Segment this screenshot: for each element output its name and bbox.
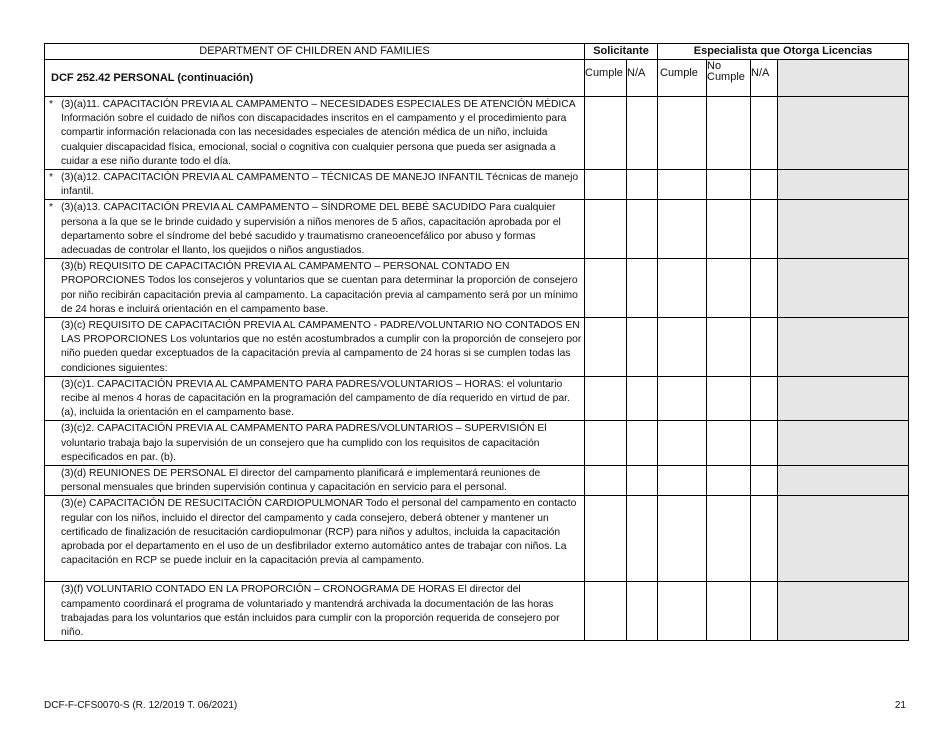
applicant-cumple-cell[interactable] <box>585 318 627 377</box>
licensing-no-cumple-cell[interactable] <box>707 259 751 318</box>
licensing-cumple-cell[interactable] <box>658 200 707 259</box>
applicant-cumple-cell[interactable] <box>585 466 627 496</box>
licensing-no-cumple-cell[interactable] <box>707 170 751 200</box>
licensing-cumple-cell[interactable] <box>658 496 707 582</box>
licensing-cumple-cell[interactable] <box>658 466 707 496</box>
licensing-na-cell[interactable] <box>751 582 778 641</box>
applicant-cumple-cell[interactable] <box>585 259 627 318</box>
applicant-cumple-cell[interactable] <box>585 496 627 582</box>
applicant-cumple-cell[interactable] <box>585 200 627 259</box>
grey-margin <box>778 466 909 496</box>
licensing-cumple-cell[interactable] <box>658 582 707 641</box>
required-marker <box>49 497 61 568</box>
licensing-na-cell[interactable] <box>751 421 778 466</box>
required-marker <box>49 260 61 317</box>
applicant-na-cell[interactable] <box>627 97 658 170</box>
page-number: 21 <box>894 700 906 711</box>
applicant-na-cell[interactable] <box>627 582 658 641</box>
table-row <box>45 582 909 641</box>
licensing-na-cell[interactable] <box>751 496 778 582</box>
required-marker: * <box>49 202 54 214</box>
compliance-table <box>44 43 909 641</box>
required-marker <box>49 319 61 376</box>
table-subheader-row <box>45 60 909 97</box>
licensing-na-cell[interactable] <box>751 97 778 170</box>
required-marker <box>49 378 61 421</box>
required-marker: * <box>49 172 54 184</box>
department-title: DEPARTMENT OF CHILDREN AND FAMILIES <box>45 44 585 60</box>
requirement-cell <box>45 318 585 377</box>
form-id: DCF-F-CFS0070-S (R. 12/2019 T. 06/2021) <box>44 700 238 711</box>
requirement-text: (3)(a)12. CAPACITACIÓN PREVIA AL CAMPAMENTO – TÉCNICAS DE MANEJO INFANTIL Técnicas de manejo infantil. <box>61 172 579 198</box>
grey-margin <box>778 582 909 641</box>
licensing-cumple-cell[interactable] <box>658 97 707 170</box>
licensing-no-cumple-cell[interactable] <box>707 496 751 582</box>
licensing-na-cell[interactable] <box>751 170 778 200</box>
requirement-cell <box>45 259 585 318</box>
table-row <box>45 318 909 377</box>
section-title: DCF 252.42 PERSONAL (continuación) <box>45 60 585 97</box>
licensing-cumple-cell[interactable] <box>658 376 707 421</box>
applicant-cumple-cell[interactable] <box>585 376 627 421</box>
licensing-cumple-cell[interactable] <box>658 170 707 200</box>
requirement-cell <box>45 170 585 200</box>
requirement-cell <box>45 376 585 421</box>
licensing-na-cell[interactable] <box>751 259 778 318</box>
requirement-text: (3)(c) REQUISITO DE CAPACITACIÓN PREVIA AL CAMPAMENTO - PADRE/VOLUNTARIO NO CONTADOS EN LAS PROPORCIONES Los voluntarios que no estén acostumbrados a cumplir con la proporción de consejero por niño pueden quedar exceptuados de la capacitación previa al campamento de 24 horas si se cumplen todas las condiciones siguientes: <box>61 320 582 374</box>
grey-margin <box>778 259 909 318</box>
applicant-cumple-cell[interactable] <box>585 421 627 466</box>
licensing-no-cumple-cell[interactable] <box>707 582 751 641</box>
requirement-text: (3)(e) CAPACITACIÓN DE RESUCITACIÓN CARDIOPULMONAR Todo el personal del campamento en contacto regular con los niños, incluido el director del campamento y cada consejero, deberá obtener y mantener un certificado de finalización de resucitación cardiopulmonar (RCP) para niños y adultos, incluida la capacitación aprobada por el departamento en el uso de un desfibrilador externo automático antes de trabajar con niños. La capacitación en RCP se puede incluir en la capacitación previa al campamento. <box>61 498 577 567</box>
licensing-cumple-cell[interactable] <box>658 259 707 318</box>
required-marker: * <box>49 99 54 110</box>
licensing-group-header: Especialista que Otorga Licencias <box>658 44 909 60</box>
licensing-no-cumple-cell[interactable] <box>707 97 751 170</box>
requirement-cell <box>45 97 585 170</box>
licensing-na-cell[interactable] <box>751 376 778 421</box>
required-marker <box>49 422 61 465</box>
licensing-no-cumple-cell[interactable] <box>707 200 751 259</box>
requirement-text: (3)(f) VOLUNTARIO CONTADO EN LA PROPORCIÓN – CRONOGRAMA DE HORAS El director del campamento coordinará el programa de voluntariado y mantendrá archivada la documentación de las horas trabajadas para los voluntarios que están incluidos para cumplir con la proporción requerida de consejero por niño. <box>61 584 560 639</box>
licensing-no-cumple-cell[interactable] <box>707 318 751 377</box>
grey-margin <box>778 200 909 259</box>
table-row <box>45 200 909 259</box>
licensing-na-cell[interactable] <box>751 200 778 259</box>
applicant-na-col: N/A <box>627 60 658 97</box>
applicant-na-cell[interactable] <box>627 200 658 259</box>
licensing-no-cumple-col: No Cumple <box>707 60 751 97</box>
licensing-cumple-col: Cumple <box>658 60 707 97</box>
table-row <box>45 466 909 496</box>
applicant-na-cell[interactable] <box>627 259 658 318</box>
required-marker <box>49 583 61 640</box>
applicant-na-cell[interactable] <box>627 170 658 200</box>
applicant-cumple-cell[interactable] <box>585 582 627 641</box>
licensing-no-cumple-cell[interactable] <box>707 421 751 466</box>
applicant-na-cell[interactable] <box>627 466 658 496</box>
grey-margin <box>778 496 909 582</box>
table-row <box>45 496 909 582</box>
table-header-row <box>45 44 909 60</box>
licensing-no-cumple-cell[interactable] <box>707 466 751 496</box>
licensing-na-col: N/A <box>751 60 778 97</box>
applicant-cumple-col: Cumple <box>585 60 627 97</box>
applicant-cumple-cell[interactable] <box>585 170 627 200</box>
table-row <box>45 170 909 200</box>
grey-margin <box>778 170 909 200</box>
requirement-cell <box>45 466 585 496</box>
grey-margin <box>778 421 909 466</box>
licensing-cumple-cell[interactable] <box>658 421 707 466</box>
table-row <box>45 97 909 170</box>
requirement-text: (3)(c)2. CAPACITACIÓN PREVIA AL CAMPAMENTO PARA PADRES/VOLUNTARIOS – SUPERVISIÓN El voluntario trabaja bajo la supervisión de un consejero que ha cumplido con los requisitos de capacitación especificados en par. (b). <box>61 423 547 463</box>
requirement-text: (3)(a)11. CAPACITACIÓN PREVIA AL CAMPAMENTO – NECESIDADES ESPECIALES DE ATENCIÓN MÉDICA Información sobre el cuidado de niños con discapacidades inscritos en el campamento y el procedimiento para compartir información relacionada con las necesidades especiales de atención médica de un niño, incluida cualquier discapacidad física, emocional, social o cognitiva con cualquier persona que pueda ser asignada a cuidar a ese niño durante todo el día. <box>61 99 576 167</box>
licensing-na-cell[interactable] <box>751 318 778 377</box>
grey-margin <box>778 318 909 377</box>
requirement-text: (3)(c)1. CAPACITACIÓN PREVIA AL CAMPAMENTO PARA PADRES/VOLUNTARIOS – HORAS: el voluntario recibe al menos 4 horas de capacitación en la programación del campamento de día requerido en virtud de par. (a), incluida la orientación en el campamento base. <box>61 378 570 419</box>
requirement-text: (3)(b) REQUISITO DE CAPACITACIÓN PREVIA AL CAMPAMENTO – PERSONAL CONTADO EN PROPORCIONES Todos los consejeros y voluntarios que se cuentan para determinar la proporción de consejero por niño recibirán capacitación previa al campamento. La capacitación previa al campamento será por un mínimo de 24 horas e incluirá orientación en el campamento base. <box>61 261 578 315</box>
grey-margin <box>778 97 909 170</box>
licensing-cumple-cell[interactable] <box>658 318 707 377</box>
licensing-na-cell[interactable] <box>751 466 778 496</box>
applicant-na-cell[interactable] <box>627 376 658 421</box>
requirement-cell <box>45 200 585 259</box>
required-marker <box>49 467 61 495</box>
requirement-cell <box>45 582 585 641</box>
applicant-na-cell[interactable] <box>627 318 658 377</box>
grey-margin <box>778 376 909 421</box>
requirement-text: (3)(d) REUNIONES DE PERSONAL El director del campamento planificará e implementará reuniones de personal mensuales que brinden supervisión continua y capacitación en servicio para el personal. <box>61 468 541 494</box>
requirement-text: (3)(a)13. CAPACITACIÓN PREVIA AL CAMPAMENTO – SÍNDROME DEL BEBÉ SACUDIDO Para cualquier persona a la que se le brinde cuidado y supervisión a niños menores de 5 años, capacitación aprobada por el departamento sobre el síndrome del bebé sacudido y traumatismo craneoencefálico por abuso y formas adecuadas de controlar el llanto, los quejidos o niños angustiados. <box>61 202 561 257</box>
applicant-group-header: Solicitante <box>585 44 658 60</box>
requirement-cell <box>45 421 585 466</box>
grey-margin <box>778 60 909 97</box>
applicant-na-cell[interactable] <box>627 496 658 582</box>
table-row <box>45 376 909 421</box>
requirement-cell <box>45 496 585 582</box>
licensing-no-cumple-cell[interactable] <box>707 376 751 421</box>
applicant-na-cell[interactable] <box>627 421 658 466</box>
table-row <box>45 421 909 466</box>
applicant-cumple-cell[interactable] <box>585 97 627 170</box>
table-row <box>45 259 909 318</box>
